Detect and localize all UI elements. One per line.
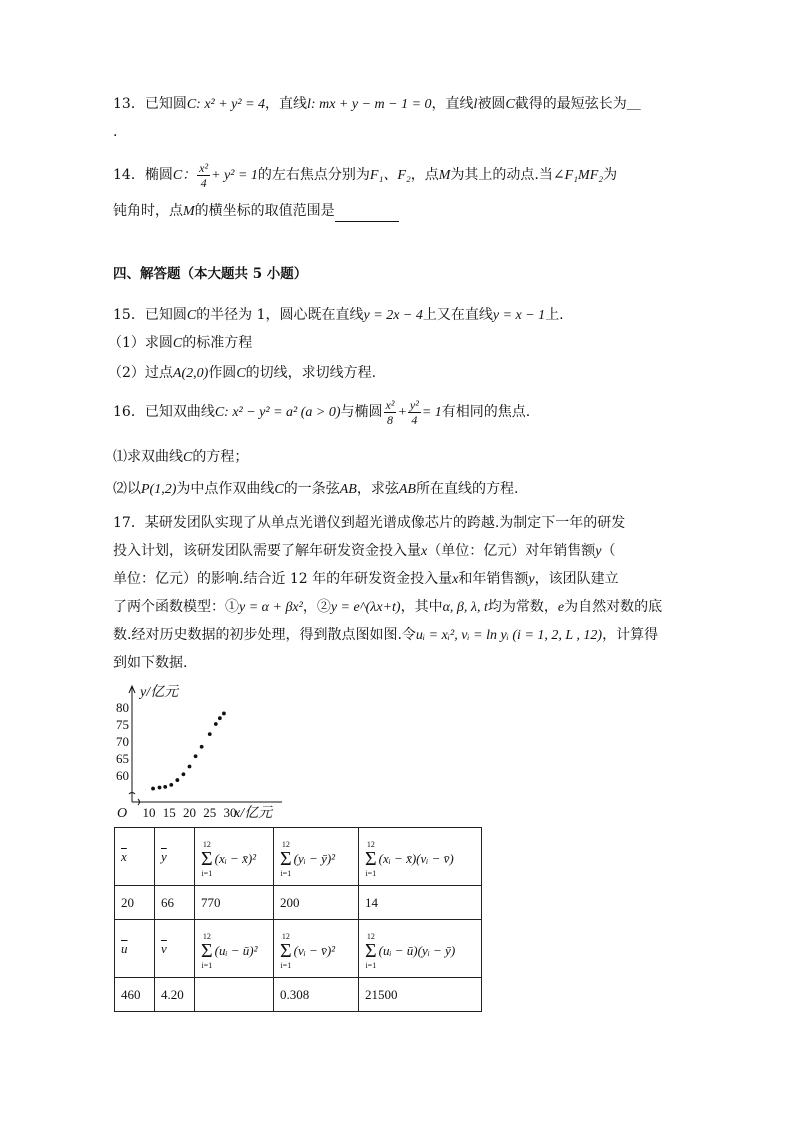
data-point [182,772,186,776]
q16-text: 的一条弦 [283,481,340,497]
data-point [169,783,173,787]
table-row [115,828,482,886]
q17-text: ，该团队建立 [534,571,619,587]
table-cell: 200 [274,886,359,920]
q13-math-c: C [505,97,515,112]
q14-math-m: M [183,204,195,219]
answer-blank [335,207,399,222]
q17-text: （ [601,543,616,559]
q14-text: 钝角时，点 [113,203,183,219]
sigma-icon: Σ [365,940,377,962]
data-point [222,712,226,716]
sum-lower: i=1 [365,961,377,970]
y-tick-label: 70 [116,734,129,749]
frac-den: 8 [386,412,393,427]
table-cell: 66 [155,886,195,920]
data-point [151,787,155,791]
data-point [158,786,162,790]
q15-line2 [108,333,252,354]
q17-math: y = e^(λx+t) [330,600,401,615]
q17-math: y [528,572,535,587]
q16-fraction-x [384,398,397,427]
data-table [114,827,482,1012]
q16-text: ，求弦 [356,481,399,497]
table-cell [359,920,482,978]
x-tick-label: 15 [162,805,176,820]
q14-math-angle: ∠F₁MF₂ [552,168,604,183]
x-tick-label: 25 [203,805,217,820]
q17-text: 和年销售额 [458,571,529,587]
sum-term: (xᵢ − x̄)² [214,851,257,866]
q15-line1 [113,305,564,326]
q15-math: C [172,336,183,351]
data-point [163,785,167,789]
ybar: $\overline{y}$ [161,848,167,864]
q17-text: 为自然对数的底 [564,599,663,615]
q17-math: y = α + βx² [239,600,303,615]
q15-text: （1）求圆 [108,335,173,351]
q16-math: AB [398,482,416,497]
q14-line2 [113,201,399,222]
sum-lower: i=1 [201,869,213,878]
ubar: $\overline{u}$ [121,940,128,956]
q14-frac-den: 4 [200,175,207,190]
x-tick-label: 30 [223,805,237,820]
table-cell [195,828,274,886]
q15-text: 上. [545,307,564,323]
q15-text: （2）过点 [108,365,173,381]
table-row [115,978,482,1012]
q13-line2 [113,122,117,142]
table-row [115,920,482,978]
sum-term: (yᵢ − ȳ)² [293,851,336,866]
data-point [188,765,192,769]
q13-text: ，直线 [431,96,474,112]
q15-line3 [108,363,376,384]
q15-text: 的半径为 1，圆心既在直线 [196,307,364,323]
q14-math-m: M [438,168,451,183]
sigma-icon: Σ [280,848,292,870]
table-cell [274,920,359,978]
q15-text: 的切线，求切线方程. [245,365,377,381]
y-tick-label: 60 [116,768,129,783]
sum-upper: 12 [366,932,375,941]
x-tick-label: 10 [142,805,156,820]
sum-upper: 12 [281,840,290,849]
x-axis-label: x/亿元 [234,806,273,820]
frac-num: x² [385,397,395,412]
sum-lower: i=1 [365,869,377,878]
q17-math: x [421,544,428,559]
sum-upper: 12 [281,932,290,941]
q17-text: 投入计划，该研发团队需要了解年研发资金投入量 [113,543,421,559]
q14-fraction [197,161,210,190]
q15-math: C [186,308,197,323]
sum-term: (uᵢ − ū)(yᵢ − ȳ) [378,943,456,958]
q14-text: 的横坐标的取值范围是 [194,203,335,219]
table-cell: 770 [195,886,274,920]
x-tick-label: 20 [183,805,196,820]
q17-text: ，计算得 [602,627,659,643]
q14-text: 为 [603,167,618,183]
q17-math: e [557,600,565,615]
q17-text: 单位：亿元）的影响.结合近 12 年的年研发资金投入量 [113,571,453,587]
q17-text: 均为常数， [487,599,558,615]
sum-lower: i=1 [280,869,292,878]
sigma-icon: Σ [201,940,213,962]
q16-text: 有相同的焦点. [441,404,531,420]
q16-math: = 1 [421,405,442,420]
q17-text: 了两个函数模型：① [113,599,239,615]
q13-math-line: l: mx + y − m − 1 = 0 [307,97,432,112]
sigma-icon: Σ [365,848,377,870]
scatter-plot [112,680,297,820]
sum-term: (vᵢ − v̄)² [293,943,336,958]
q16-math: P(1,2) [141,482,177,497]
data-point [194,754,198,758]
sigma-icon: Σ [280,940,292,962]
q17-line3 [113,569,619,590]
frac-den: 4 [411,412,418,427]
table-cell [359,828,482,886]
y-tick-label: 75 [116,717,129,732]
sum-term: (xᵢ − x̄)(vᵢ − v̄) [378,851,454,866]
q16-fraction-y [408,398,421,427]
q16-math: C: x² − y² = a² (a > 0) [214,405,341,420]
plot-axes [117,684,282,820]
table-cell: 14 [359,886,482,920]
q17-line6: 到如下数据. [113,655,188,671]
q13-math-circle: C: x² + y² = 4 [186,97,266,112]
table-cell: 460 [115,978,155,1012]
q17-line5 [113,625,658,646]
q16-math: C [274,482,284,497]
q16-text: 的方程； [192,449,249,465]
table-cell [115,828,155,886]
q17-math: y [595,544,602,559]
y-axis-label: y/亿元 [140,685,179,700]
q13-text: 截得的最短弦长为＿ [514,96,641,112]
q13-text: 被圆 [477,96,506,112]
q16-text: ⑴求双曲线 [113,449,183,465]
q14-text: 的左右焦点分别为 [257,167,370,183]
q17-math: uᵢ = xᵢ², vᵢ = ln yᵢ (i = 1, 2, L , 12) [415,628,603,643]
q16-math: AB [339,482,357,497]
q16-text: 与椭圆 [340,404,383,420]
table-cell [155,920,195,978]
xbar: $\overline{x}$ [121,848,127,864]
q16-line2 [113,447,248,468]
q15-math: y = 2x − 4 [363,308,423,323]
data-point [200,745,204,749]
q14-frac-num: x² [199,160,209,175]
q17-line2 [113,541,615,562]
vbar: $\overline{v}$ [161,940,167,956]
q17-text: 数.经对历史数据的初步处理，得到散点图如图.令 [113,627,416,643]
y-tick-label: 65 [116,751,129,766]
q13-math-l: l [473,97,478,112]
q16-math: + [397,405,407,420]
data-point [175,778,179,782]
q15-math: A(2,0) [172,366,209,381]
data-point [218,716,222,720]
q14-math-c: C： [172,168,197,183]
q17-line1: 17．某研发团队实现了从单点光谱仪到超光谱成像芯片的跨越.为制定下一年的研发 [113,515,626,531]
q14-math-foci: F₁、F₂ [369,168,411,183]
q13-line1 [113,94,641,115]
q14-text: 为其上的动点.当 [450,167,553,183]
table-row [115,886,482,920]
sum-upper: 12 [202,840,211,849]
sum-upper: 12 [202,932,211,941]
q16-text: 16．已知双曲线 [113,404,215,420]
q16-line3 [113,479,518,500]
section-heading: 四、解答题（本大题共 5 小题） [113,266,308,282]
sum-lower: i=1 [280,961,292,970]
q13-dot: . [113,124,118,140]
q13-text: ，直线 [265,96,308,112]
q16-line1 [113,395,530,430]
q14-text: 14．椭圆 [113,167,173,183]
y-tick-label: 80 [116,700,129,715]
q17-text: ，其中 [400,599,443,615]
q17-text: ，② [302,599,331,615]
sigma-icon: Σ [201,848,213,870]
q16-text: 为中点作双曲线 [176,481,275,497]
sum-upper: 12 [366,840,375,849]
table-cell: 20 [115,886,155,920]
q17-line4 [113,597,662,618]
table-cell [115,920,155,978]
q17-math: x [452,572,459,587]
table-cell: 21500 [359,978,482,1012]
q15-text: 作圆 [208,365,237,381]
sum-lower: i=1 [201,961,213,970]
q16-math: C [183,450,193,465]
q17-text: （单位：亿元）对年销售额 [427,543,596,559]
origin-label: O [117,806,128,820]
data-point [214,722,218,726]
q15-text: 的标准方程 [182,335,253,351]
q15-math: C [236,366,246,381]
plot-points [151,712,226,791]
q14-text: ，点 [410,167,439,183]
q17-math: α, β, λ, t [442,600,488,615]
table-cell: 4.20 [155,978,195,1012]
sum-term: (uᵢ − ū)² [214,943,258,958]
table-cell [195,978,274,1012]
q15-text: 15．已知圆 [113,307,187,323]
table-cell [274,828,359,886]
data-point [208,732,212,736]
q14-line1 [113,158,617,193]
q14-math-eq: + y² = 1 [211,168,258,183]
q15-text: 上又在直线 [422,307,493,323]
q13-text: 13．已知圆 [113,96,187,112]
table-cell [195,920,274,978]
table-cell [155,828,195,886]
q16-text: ⑵以 [113,481,141,497]
q16-text: 所在直线的方程. [415,481,519,497]
table-cell: 0.308 [274,978,359,1012]
q15-math: y = x − 1 [492,308,546,323]
frac-num: y² [409,397,419,412]
